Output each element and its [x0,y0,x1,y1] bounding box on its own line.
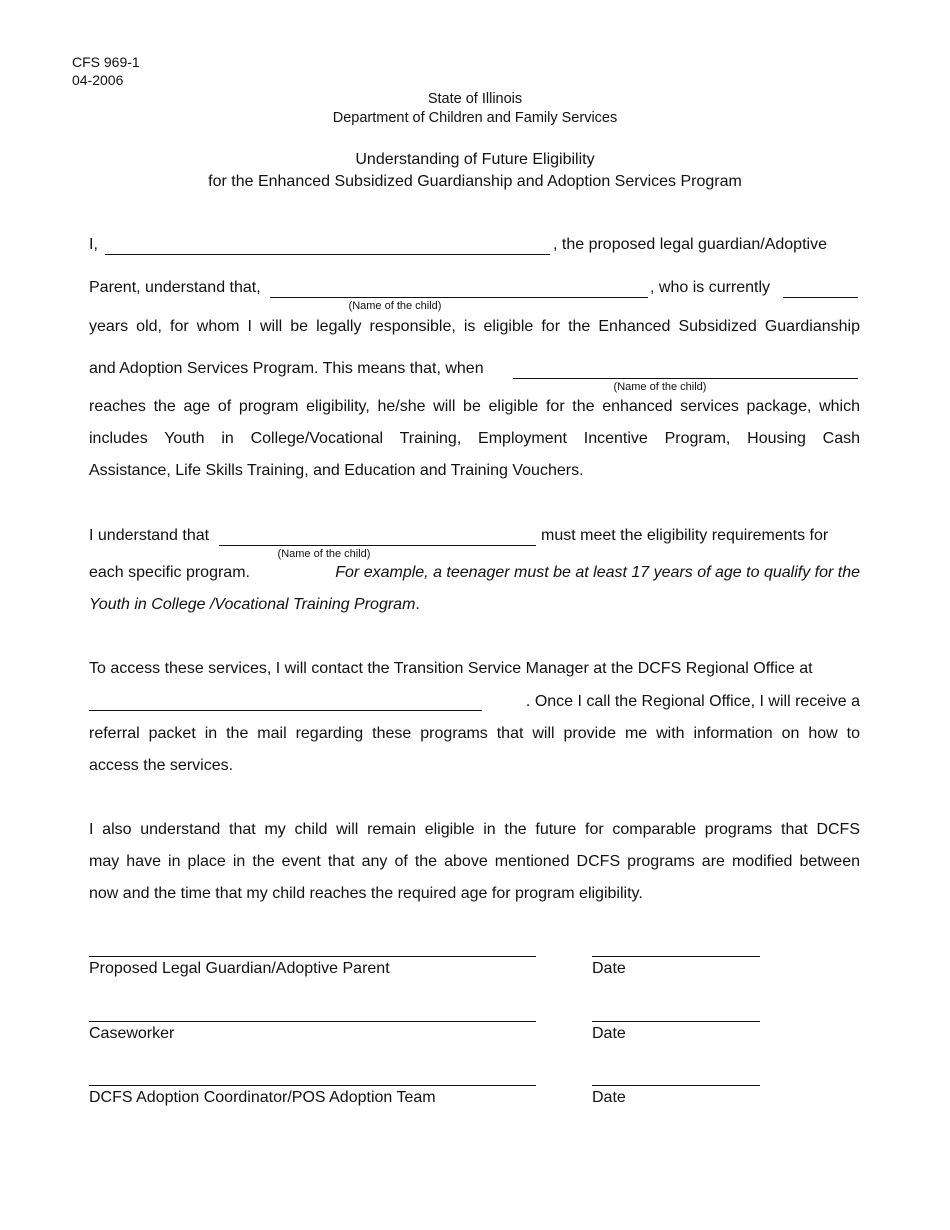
state-name: State of Illinois [427,91,523,107]
form-revision-date: 04-2006 [72,72,124,88]
department-name: Department of Children and Family Services [332,110,618,126]
child-name-field-1[interactable] [270,297,648,298]
caseworker-signature-line[interactable] [89,1021,536,1022]
para3-line1: To access these services, I will contact the Transition Service Manager at the DCFS Regional Office at [89,660,813,677]
child-name-caption-1: (Name of the child) [348,300,442,312]
child-age-field[interactable] [783,297,858,298]
para1-line6: includes Youth in College/Vocational Training, Employment Incentive Program, Housing Cash [89,430,860,447]
para1-line2-start: Parent, understand that, [89,279,261,296]
para2-line1-start: I understand that [89,527,210,544]
guardian-name-field[interactable] [105,254,550,255]
para1-line3: years old, for whom I will be legally responsible, is eligible for the Enhanced Subsidized Guardianship [89,318,860,335]
form-code: CFS 969-1 [72,54,140,70]
caseworker-date-line[interactable] [592,1021,760,1022]
caseworker-signature-label: Caseworker [89,1025,175,1042]
coordinator-signature-label: DCFS Adoption Coordinator/POS Adoption Team [89,1089,436,1106]
para3-line4: access the services. [89,757,234,774]
guardian-signature-line[interactable] [89,956,536,957]
para1-line7: Assistance, Life Skills Training, and Education and Training Vouchers. [89,462,584,479]
para1-line5: reaches the age of program eligibility, he/she will be eligible for the enhanced services package, which [89,398,860,415]
guardian-signature-label: Proposed Legal Guardian/Adoptive Parent [89,960,390,977]
para2-line3-end: . [415,596,420,613]
caseworker-date-label: Date [592,1025,626,1042]
para2-line3 [89,595,420,615]
para4-line3: now and the time that my child reaches the required age for program eligibility. [89,885,643,902]
para1-line1-start: I, [89,236,98,253]
coordinator-signature-line[interactable] [89,1085,536,1086]
guardian-date-label: Date [592,960,626,977]
para2-line2-start: each specific program. [89,564,250,581]
child-name-field-3[interactable] [219,545,536,546]
coordinator-date-line[interactable] [592,1085,760,1086]
coordinator-date-label: Date [592,1089,626,1106]
para4-line2: may have in place in the event that any of the above mentioned DCFS programs are modified between [89,853,860,870]
para3-line3: referral packet in the mail regarding these programs that will provide me with information on how to [89,725,860,742]
para3-line2-end: . Once I call the Regional Office, I will receive a [525,693,860,710]
child-name-field-2[interactable] [513,378,858,379]
child-name-caption-3: (Name of the child) [277,548,371,560]
para2-line3-italic: Youth in College /Vocational Training Program [89,596,416,613]
guardian-date-line[interactable] [592,956,760,957]
child-name-caption-2: (Name of the child) [613,381,707,393]
para1-line4-start: and Adoption Services Program. This means that, when [89,360,484,377]
regional-office-phone-field[interactable] [89,710,482,711]
para1-line1-end: , the proposed legal guardian/Adoptive [553,236,827,253]
page-title: Understanding of Future Eligibility [355,151,595,168]
para4-line1: I also understand that my child will remain eligible in the future for comparable programs that DCFS [89,821,860,838]
para1-line2-end: , who is currently [650,279,771,296]
page-subtitle: for the Enhanced Subsidized Guardianship and Adoption Services Program [208,173,742,190]
para2-line1-end: must meet the eligibility requirements for [541,527,829,544]
para2-line2-italic: For example, a teenager must be at least 17 years of age to qualify for the [335,564,860,581]
